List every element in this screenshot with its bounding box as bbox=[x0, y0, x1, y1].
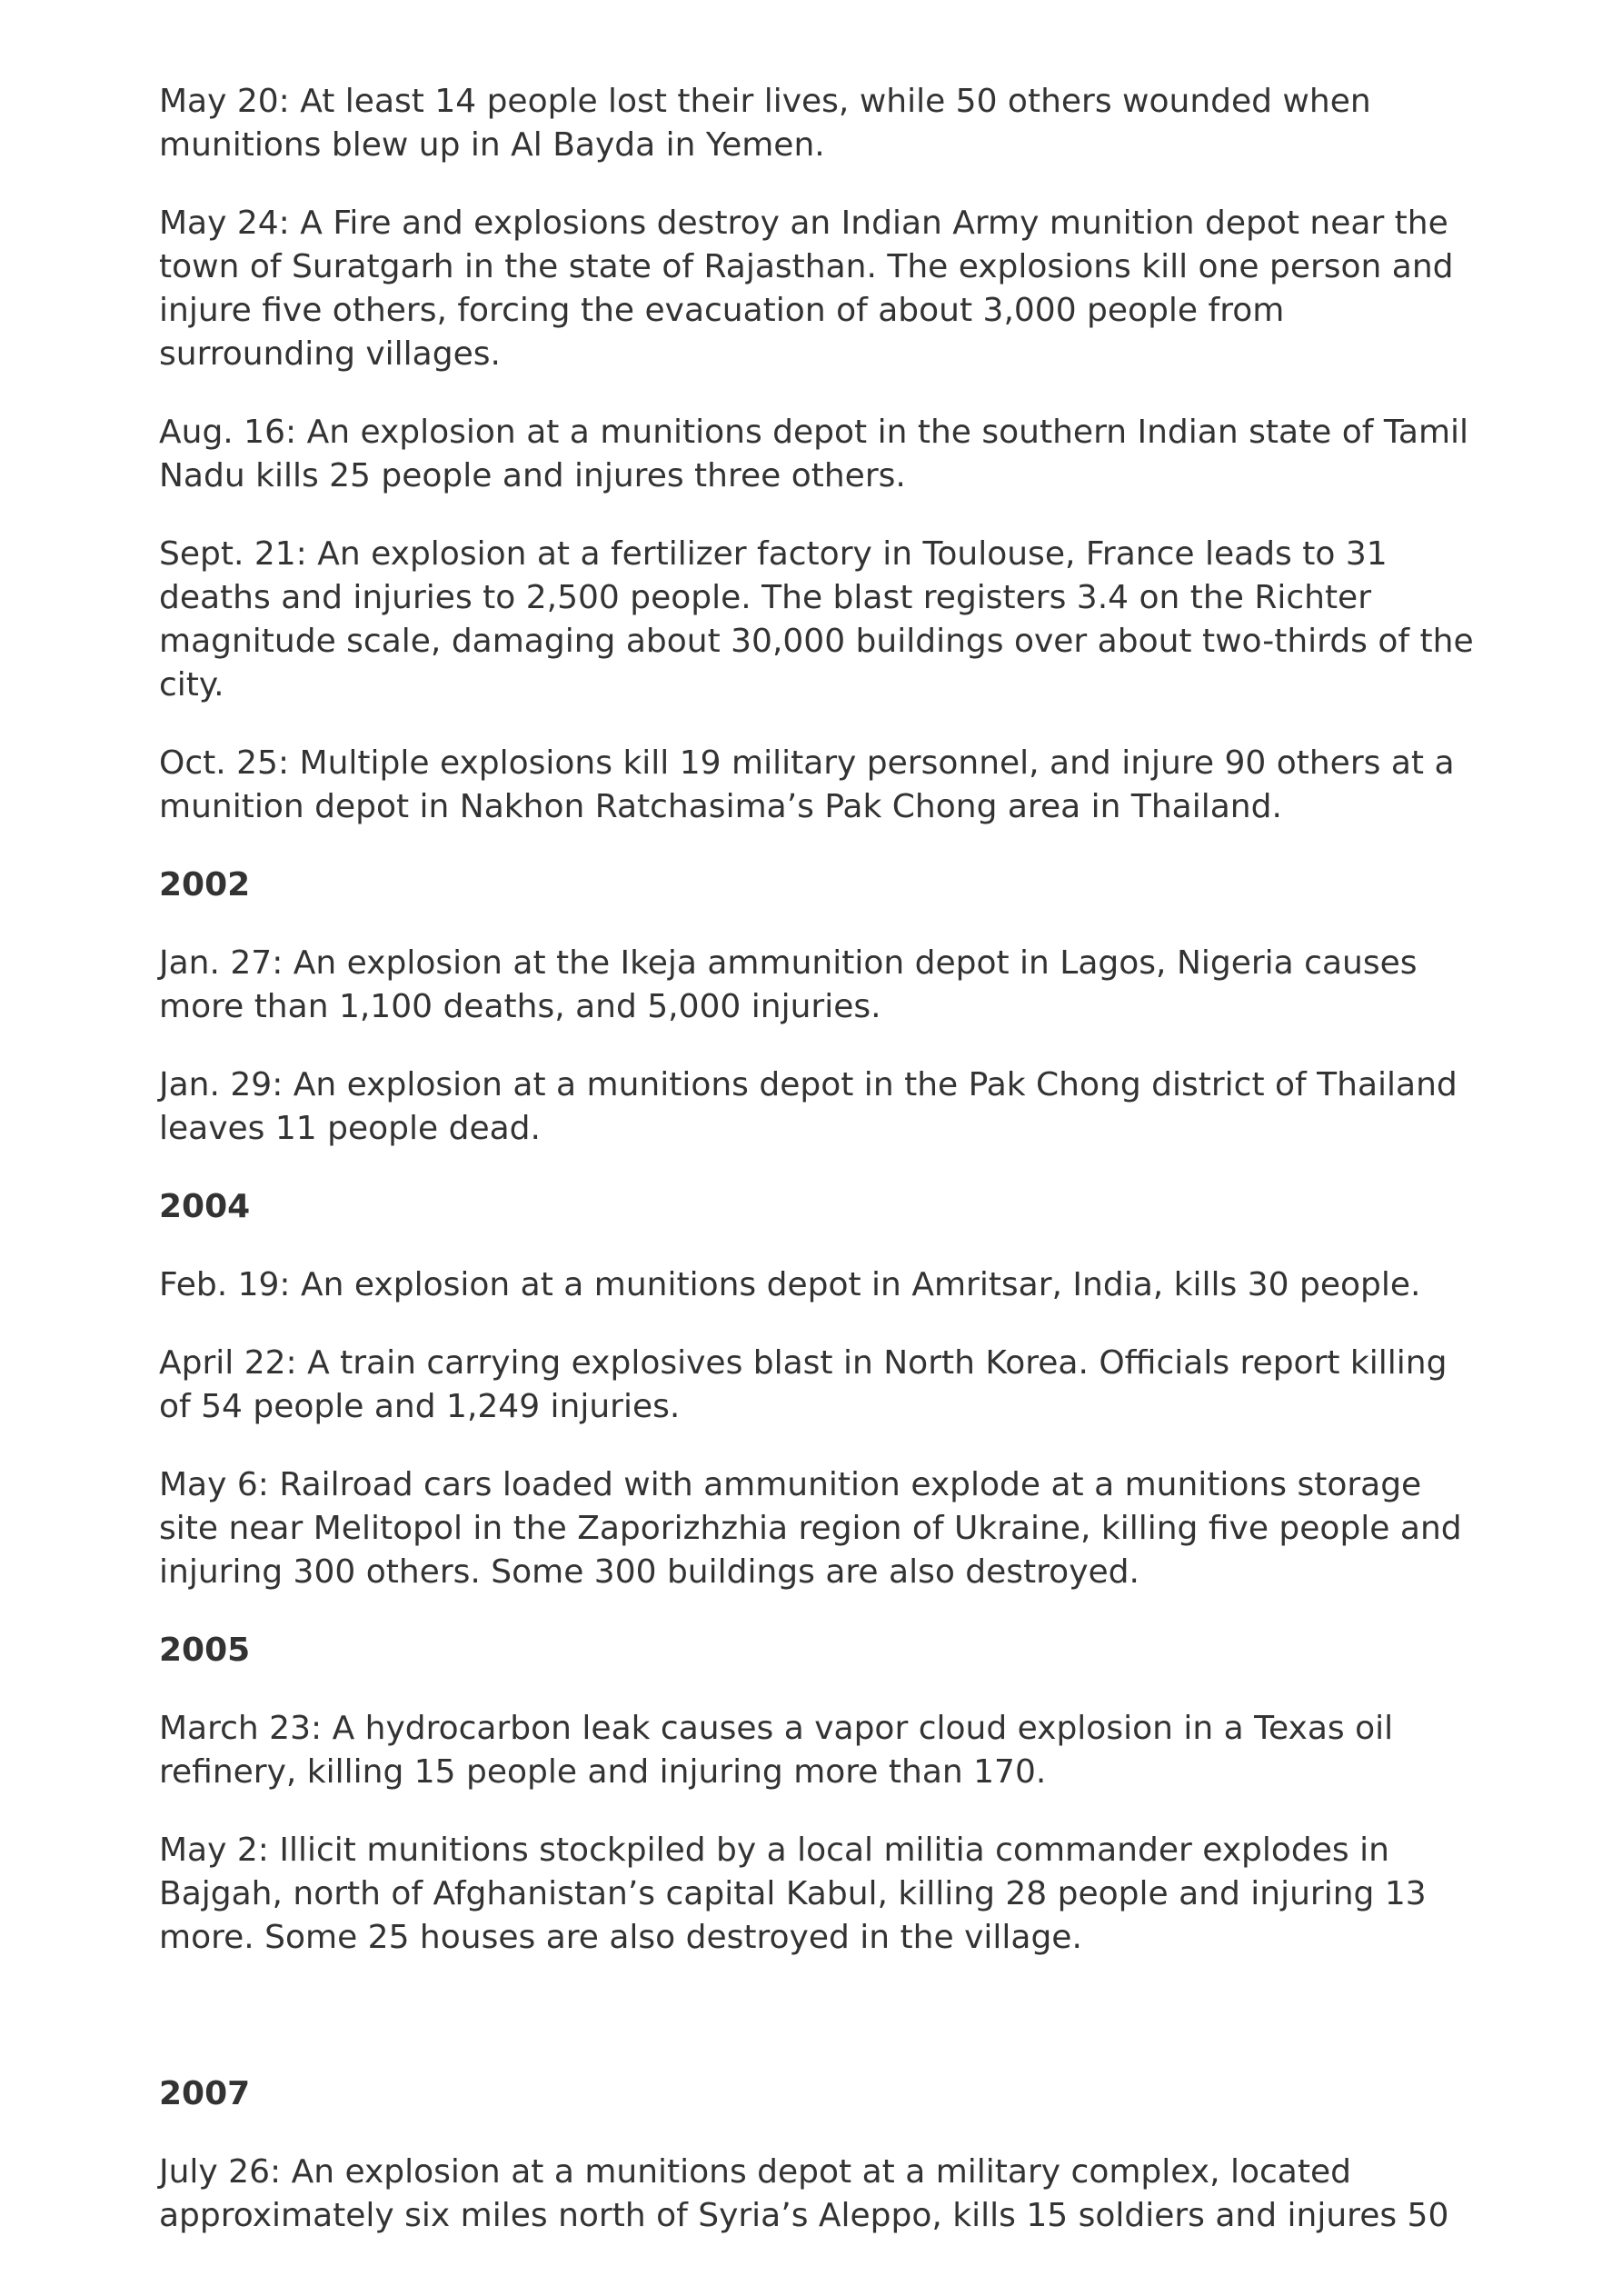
entry-paragraph: May 24: A Fire and explosions destroy an Indian Army munition depot near the town of Suratgarh in the state of Rajasthan. The explosions kill one person and injure five others, forcing the evacuation of about 3,000 people from surrounding villages. bbox=[159, 205, 1454, 373]
document-body bbox=[159, 80, 1486, 2272]
entry-paragraph: March 23: A hydrocarbon leak causes a vapor cloud explosion in a Texas oil refinery, killing 15 people and injuring more than 170. bbox=[159, 1710, 1394, 1791]
entry-paragraph: April 22: A train carrying explosives blast in North Korea. Officials report killing of 54 people and 1,249 injuries. bbox=[159, 1344, 1448, 1425]
year-heading: 2007 bbox=[159, 2075, 251, 2112]
entry-paragraph: July 26: An explosion at a munitions depot at a military complex, located approximately six miles north of Syria’s Aleppo, kills 15 soldiers and injures 50 bbox=[159, 2153, 1449, 2234]
entry-paragraph: Jan. 29: An explosion at a munitions depot in the Pak Chong district of Thailand leaves 11 people dead. bbox=[159, 1066, 1458, 1147]
entry-paragraph: Jan. 27: An explosion at the Ikeja ammunition depot in Lagos, Nigeria causes more than 1,100 deaths, and 5,000 injuries. bbox=[159, 944, 1418, 1025]
entry-paragraph: May 2: Illicit munitions stockpiled by a local militia commander explodes in Bajgah, north of Afghanistan’s capital Kabul, killing 28 people and injuring 13 more. Some 25 houses are also destroyed in the village. bbox=[159, 1832, 1427, 1956]
blank-spacer bbox=[159, 1994, 1486, 2072]
year-heading: 2002 bbox=[159, 866, 251, 903]
entry-paragraph: Aug. 16: An explosion at a munitions depot in the southern Indian state of Tamil Nadu kills 25 people and injures three others. bbox=[159, 414, 1469, 494]
entry-paragraph: May 20: At least 14 people lost their lives, while 50 others wounded when munitions blew up in Al Bayda in Yemen. bbox=[159, 83, 1371, 164]
entry-paragraph: Oct. 25: Multiple explosions kill 19 military personnel, and injure 90 others at a munition depot in Nakhon Ratchasima’s Pak Chong area in Thailand. bbox=[159, 744, 1455, 825]
year-heading: 2005 bbox=[159, 1632, 251, 1669]
entry-paragraph: May 6: Railroad cars loaded with ammunition explode at a munitions storage site near Melitopol in the Zaporizhzhia region of Ukraine, killing five people and injuring 300 others. Some 300 buildings are also destroyed. bbox=[159, 1466, 1462, 1591]
entry-paragraph: Sept. 21: An explosion at a fertilizer factory in Toulouse, France leads to 31 deaths and injuries to 2,500 people. The blast registers 3.4 on the Richter magnitude scale, damaging about 30,000 buildings over about two-thirds of the city. bbox=[159, 535, 1474, 704]
entry-paragraph: Feb. 19: An explosion at a munitions depot in Amritsar, India, kills 30 people. bbox=[159, 1266, 1421, 1303]
year-heading: 2004 bbox=[159, 1188, 251, 1225]
